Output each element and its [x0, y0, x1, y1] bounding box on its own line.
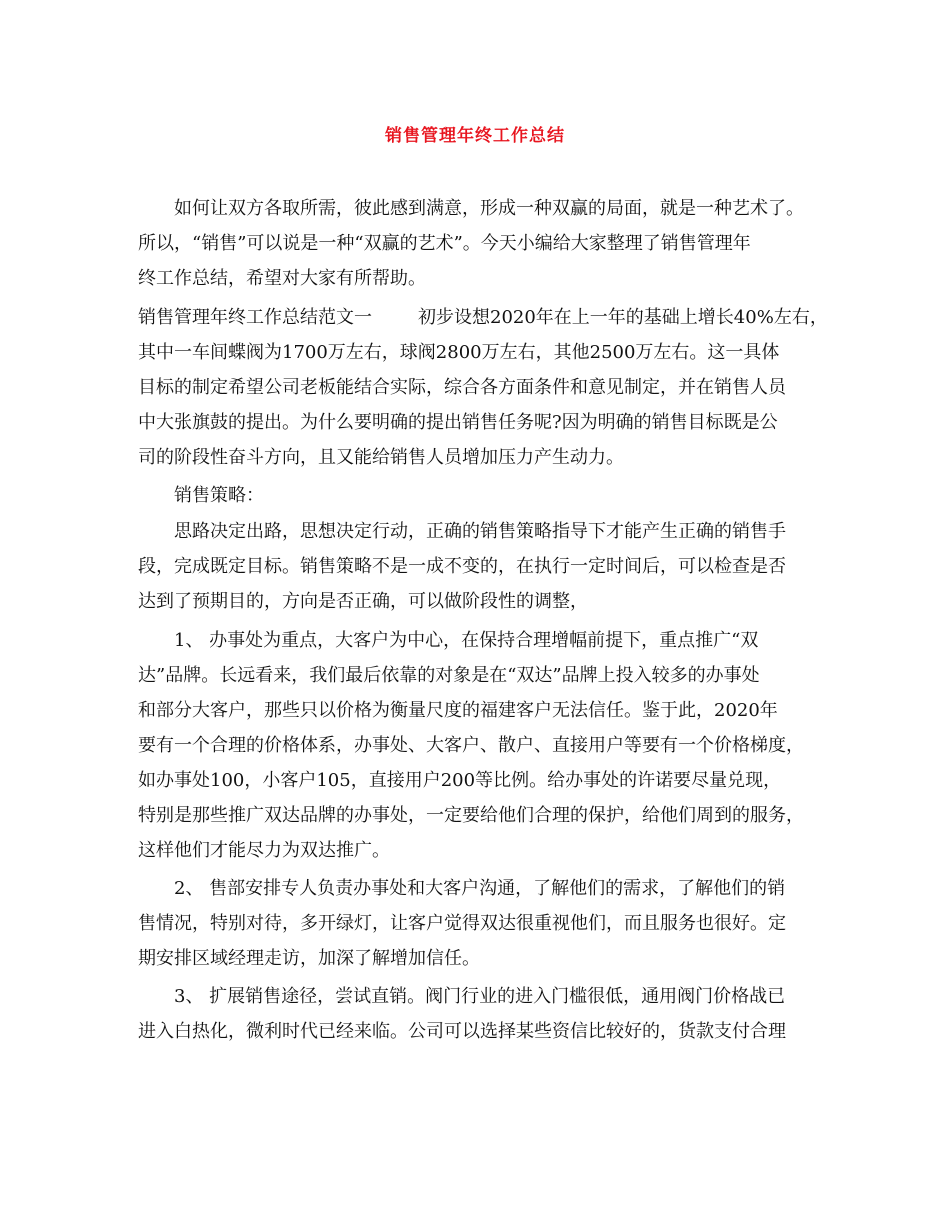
text-line: 其中一车间蝶阀为1700万左右，球阀2800万左右，其他2500万左右。这一具体 [138, 342, 780, 363]
text-line: 终工作总结，希望对大家有所帮助。 [138, 268, 426, 289]
text-line: 售情况，特别对待，多开绿灯，让客户觉得双达很重视他们，而且服务也很好。定 [138, 913, 786, 934]
section-heading: 销售管理年终工作总结范文一 [138, 307, 372, 328]
text-line: 期安排区域经理走访，加深了解增加信任。 [138, 948, 480, 969]
text-line: 司的阶段性奋斗方向，且又能给销售人员增加压力产生动力。 [138, 447, 624, 468]
text-line: 这样他们才能尽力为双达推广。 [138, 840, 390, 861]
text-line: 要有一个合理的价格体系，办事处、大客户、散户、直接用户等要有一个价格梯度， [138, 735, 804, 756]
document-title: 销售管理年终工作总结 [385, 126, 565, 146]
text-line: 进入白热化，微利时代已经来临。公司可以选择某些资信比较好的，货款支付合理 [138, 1021, 786, 1042]
text-line: 所以，“销售”可以说是一种“双赢的艺术”。今天小编给大家整理了销售管理年 [138, 233, 751, 254]
text-line: 达到了预期目的，方向是否正确，可以做阶段性的调整， [138, 591, 588, 612]
text-line: 目标的制定希望公司老板能结合实际，综合各方面条件和意见制定，并在销售人员 [138, 377, 786, 398]
section-heading: 销售策略： [174, 485, 264, 506]
text-line [138, 306, 828, 330]
text-line: 2、 售部安排专人负责办事处和大客户沟通，了解他们的需求，了解他们的销 [174, 878, 786, 899]
text-line: 3、 扩展销售途径，尝试直销。阀门行业的进入门槛很低，通用阀门价格战已 [174, 986, 786, 1007]
text-line-content: 初步设想2020年在上一年的基础上增长40%左右， [418, 307, 828, 328]
text-line: 思路决定出路，思想决定行动，正确的销售策略指导下才能产生正确的销售手 [174, 521, 786, 542]
text-line: 中大张旗鼓的提出。为什么要明确的提出销售任务呢?因为明确的销售目标既是公 [138, 412, 778, 433]
text-line: 1、 办事处为重点，大客户为中心，在保持合理增幅前提下，重点推广“双 [174, 630, 759, 651]
text-line: 如办事处100，小客户105，直接用户200等比例。给办事处的许诺要尽量兑现， [138, 770, 782, 791]
text-line: 如何让双方各取所需，彼此感到满意，形成一种双赢的局面，就是一种艺术了。 [174, 198, 804, 219]
text-line: 段，完成既定目标。销售策略不是一成不变的，在执行一定时间后，可以检查是否 [138, 556, 786, 577]
text-line: 和部分大客户，那些只以价格为衡量尺度的福建客户无法信任。鉴于此，2020年 [138, 700, 778, 721]
text-line: 达”品牌。长远看来，我们最后依靠的对象是在“双达”品牌上投入较多的办事处 [138, 665, 760, 686]
text-line: 特别是那些推广双达品牌的办事处，一定要给他们合理的保护，给他们周到的服务， [138, 805, 804, 826]
